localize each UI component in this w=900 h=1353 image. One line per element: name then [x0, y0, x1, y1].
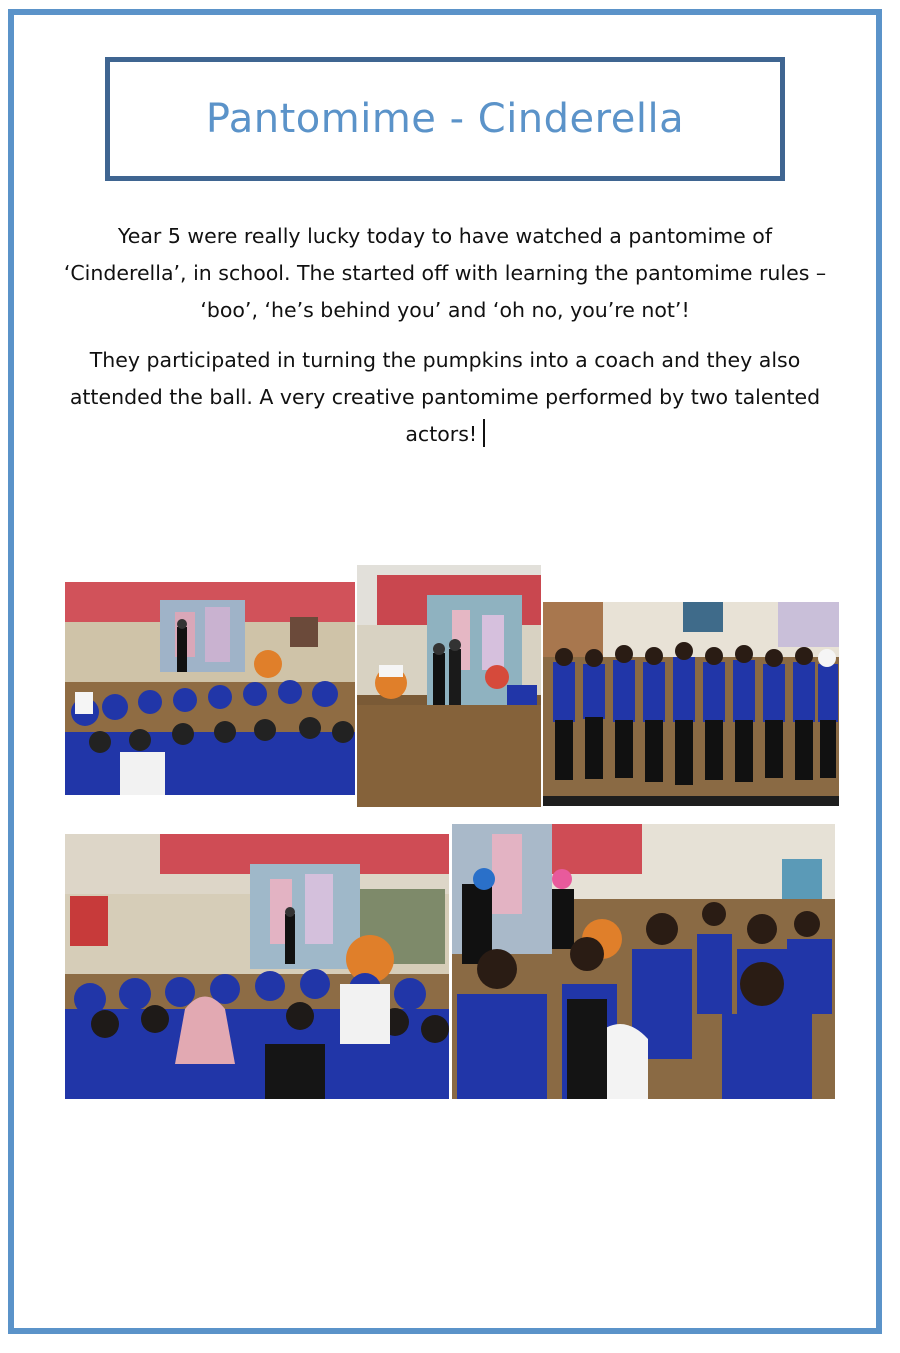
photo-audience-watching: [65, 582, 355, 795]
text-cursor: [483, 419, 485, 447]
photo-hall-wide-view: [65, 834, 449, 1099]
page-title: Pantomime - Cinderella: [205, 96, 685, 142]
photo-pupils-dancing: [452, 824, 835, 1099]
photo-actors-on-stage: [357, 565, 541, 807]
second-paragraph-text: They participated in turning the pumpkins into a coach and they also attended the ball. A very creative pantomime performed by two talented actors!: [69, 348, 821, 446]
title-box: [105, 57, 785, 181]
photo-pupils-standing: [543, 602, 839, 806]
intro-paragraph: Year 5 were really lucky today to have watched a pantomime of ‘Cinderella’, in school. The started off with learning the pantomime rules – ‘boo’, ‘he’s behind you’ and ‘oh no, you’re not’!: [63, 224, 827, 322]
second-paragraph: [60, 342, 830, 453]
